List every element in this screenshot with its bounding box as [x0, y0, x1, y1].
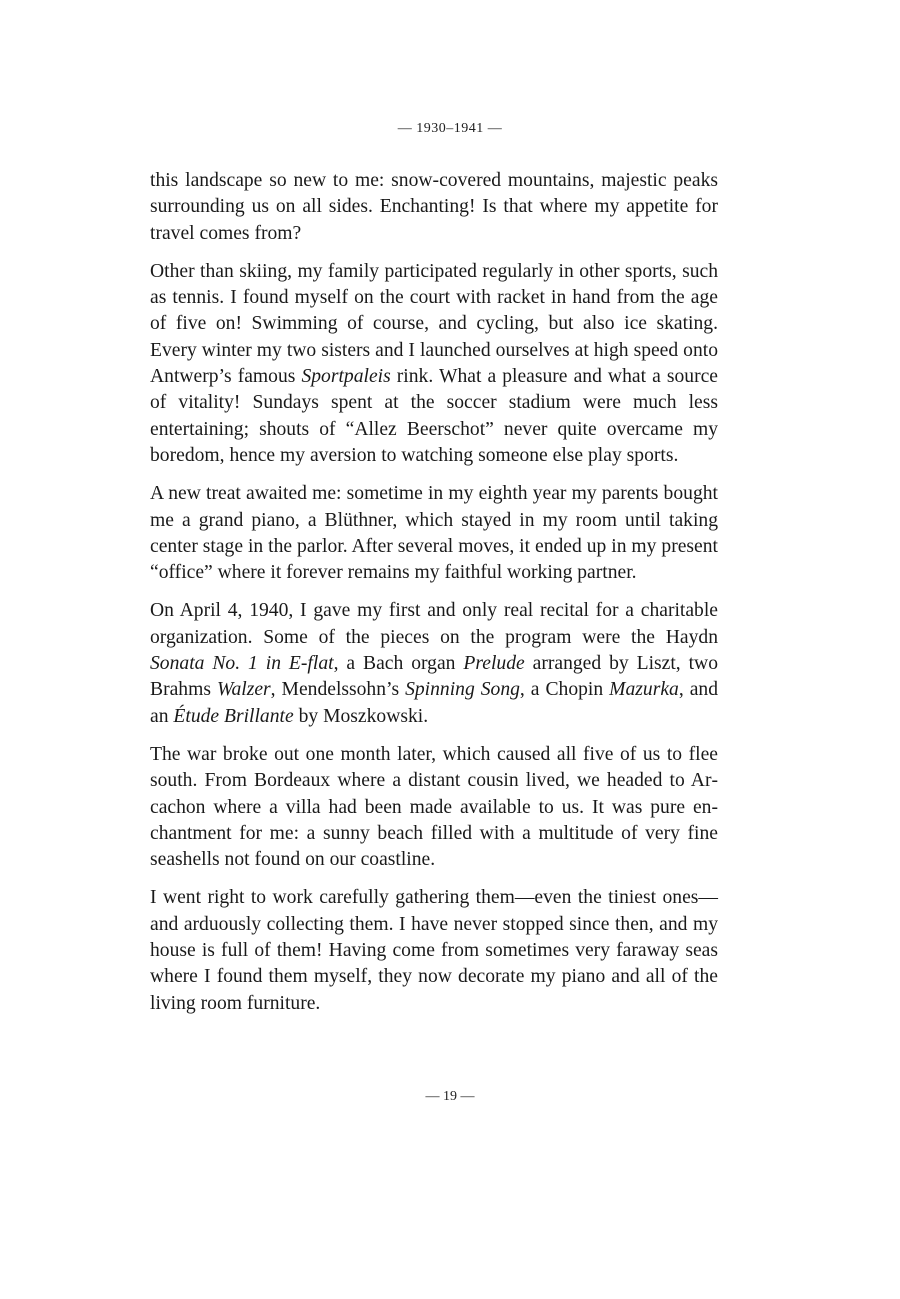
italic-title: Walzer	[216, 679, 271, 701]
text-run: , and an	[150, 679, 718, 727]
text-run: rink. What a pleasure and what a source of vitality! Sundays spent at the soccer stadium were much less entertaining; shouts of “Allez Beerschot” never quite overcame my boredom, hence my aversion to watching someone else play sports.	[150, 366, 718, 466]
text-run: by Moszkowski.	[293, 705, 429, 727]
italic-title: Étude Brillante	[173, 705, 294, 727]
italic-title: Spinning Song	[405, 679, 520, 701]
text-run: On April 4, 1940, I gave my first and only real recital for a charitable organization. Some of the pieces on the program were the Haydn	[150, 600, 718, 648]
text-run: I went right to work carefully gathering them—even the tiniest ones—and arduously collecting them. I have never stopped since then, and my house is full of them! Having come from sometimes very faraway seas where I found them myself, they now decorate my piano and all of the living room furniture.	[150, 887, 718, 1014]
italic-title: Prelude	[463, 653, 525, 675]
text-run: , a Chopin	[519, 679, 610, 701]
body-text	[150, 168, 718, 1029]
text-run: arranged by Liszt, two Brahms	[150, 653, 718, 701]
text-run: Other than skiing, my family participated regularly in other sports, such as tennis. I found myself on the court with racket in hand from the age of five on! Swimming of course, and cycling, but also ice skating. Every winter my two sisters and I launched ourselves at high speed onto Antwerp’s famous	[150, 260, 718, 388]
italic-title: Sonata No. 1 in E-flat	[150, 653, 334, 675]
paragraph	[150, 598, 718, 729]
paragraph	[150, 885, 718, 1016]
page-number: — 19 —	[425, 1089, 475, 1104]
paragraph	[150, 259, 718, 469]
text-run: A new treat awaited me: sometime in my eighth year my parents bought me a grand piano, a Blüthner, which stayed in my room until taking center stage in the parlor. After several moves, it ended up in my present “office” where it forever remains my faithful working partner.	[150, 483, 718, 584]
text-run: this landscape so new to me: snow-covered mountains, majestic peaks surrounding us on all sides. Enchanting! Is that where my appetite for travel comes from?	[150, 170, 718, 244]
text-run: The war broke out one month later, which caused all five of us to flee south. From Bordeaux where a distant cousin lived, we headed to Arcachon where a villa had been made available to us. It was pure enchantment for me: a sunny beach filled with a multitude of very fine seashells not found on our coastline.	[150, 743, 718, 871]
italic-title: Sportpaleis	[301, 366, 391, 388]
paragraph	[150, 168, 718, 247]
paragraph	[150, 742, 718, 873]
running-head: — 1930–1941 —	[397, 121, 503, 136]
paragraph	[150, 481, 718, 586]
text-run: , a Bach organ	[333, 653, 464, 675]
italic-title: Mazurka	[609, 679, 679, 701]
text-run: , Mendelssohn’s	[270, 679, 406, 701]
